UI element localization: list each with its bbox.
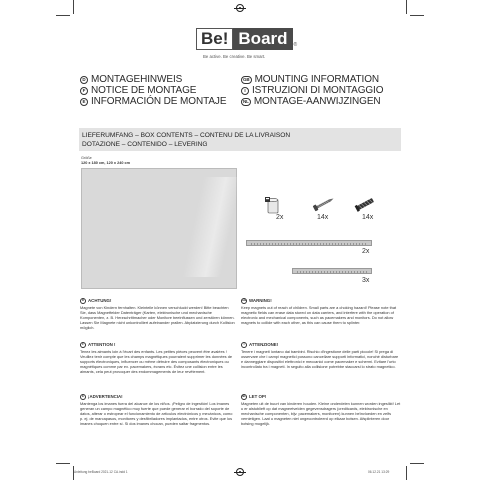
heading-gb — [241, 74, 383, 85]
warning-heading — [241, 394, 401, 400]
warning-section-de — [80, 298, 235, 331]
warning-body: Mantenga los imanes fuera del alcance de los niños. ¡Peligro de ingestión! Los imanes generan un campo magnético muy fuerte que puede generar el borrado del soporte de datos, alterar o estropear el funcionamiento de artículos electrónicos y mecánicos, como p. ej. de marcapasos, monitores y desfibriladores implantados, entre otros. Evite que los imanes choquen entre sí. Si dos imanes chocan, pueden saltar fragmentos. — [80, 400, 233, 427]
headings-left — [80, 74, 226, 108]
lang-badge: F — [80, 342, 86, 348]
lang-badge: I — [241, 87, 249, 95]
warning-section-fr — [80, 342, 235, 375]
mounting-strip-long — [246, 240, 372, 246]
heading-text: ISTRUZIONI DI MONTAGGIO — [252, 85, 384, 97]
warning-body: Keep magnets out of reach of children. Small parts are a choking hazard! Please note that magnetic fields can erase data stored on data carriers, and interfere with the operation of electronic and mechanical components, such as pacemakers and monitors. Do not allow magnets to collide with each other, as this can cause them to splinter. — [241, 304, 397, 326]
heading-text: INFORMACIÓN DE MONTAJE — [91, 96, 227, 108]
lang-badge: F — [80, 87, 88, 95]
registration-mark — [236, 468, 244, 476]
crop-mark — [410, 15, 424, 16]
lang-badge: D — [80, 76, 88, 84]
warning-section-nl — [241, 394, 401, 427]
lang-badge: GB — [243, 77, 250, 82]
brand-logo — [196, 28, 297, 50]
lang-badge: D — [81, 298, 85, 303]
heading-it — [241, 85, 383, 96]
warning-body: Magneten uit de buurt van kinderen houden. Kleine onderdelen kunnen worden ingeslikt! Let u er alstublieft op dat magneetvelden gegevensdragers (creditcards, elektronische en mechanische componenten, bijv. pacemakers, monitoren) kunnen beïnvloeden en zelfs vernietigen. Laat u magneten niet ongecontroleerd op elkaar botsen. Afsplinteren door botsing mogelijk. — [241, 400, 401, 427]
box-contents-band — [79, 128, 401, 151]
heading-text: NOTICE DE MONTAGE — [91, 85, 197, 97]
wall-plug-icon — [264, 196, 282, 214]
crop-mark — [56, 15, 70, 16]
heading-text: MOUNTING INFORMATION — [254, 74, 380, 85]
crop-mark — [56, 463, 70, 464]
crop-mark — [410, 463, 424, 464]
box-contents-line1: LIEFERUMFANG – BOX CONTENTS – CONTENU DE LA LIVRAISON — [82, 131, 291, 139]
heading-de — [80, 74, 226, 85]
warning-title: LET OP! — [249, 394, 267, 400]
warning-title: ACHTUNG! — [88, 298, 112, 304]
magnetic-board-illustration — [81, 168, 237, 289]
mounting-strip-long-quantity: 2x — [362, 248, 370, 255]
wall-anchor-quantity: 14x — [362, 214, 374, 221]
lang-badge: GB — [241, 298, 247, 303]
warning-heading — [80, 342, 235, 348]
warning-title: ¡ADVERTENCIA! — [88, 394, 123, 400]
registered-mark: ® — [293, 42, 298, 48]
crop-mark — [406, 0, 407, 14]
warning-heading — [241, 342, 401, 348]
warning-title: ATTENTION ! — [88, 342, 116, 348]
warning-heading — [80, 394, 235, 400]
lang-badge: E — [80, 98, 88, 106]
screw-quantity: 14x — [317, 214, 329, 221]
brand-tagline: Be active. Be creative. Be smart. — [203, 54, 266, 59]
screw-icon — [312, 196, 336, 212]
lang-badge: E — [82, 394, 85, 399]
heading-fr — [80, 85, 226, 96]
warning-title: WARNING! — [249, 298, 272, 304]
lang-badge: I — [241, 342, 247, 348]
warning-section-it — [241, 342, 401, 369]
mounting-strip-short-quantity: 3x — [362, 277, 370, 284]
wall-plug-quantity: 2x — [276, 214, 284, 221]
logo-part-be: Be! — [196, 28, 233, 50]
board-size-value: 120 x 180 cm, 120 x 240 cm — [81, 161, 130, 165]
heading-text: MONTAGEHINWEIS — [91, 74, 183, 85]
warning-body: Magnete von Kindern fernhalten. Kleinteile können verschluckt werden! Bitte beachten Sie, dass Magnetfelder Datenträger (Karten, elektronische und mechanische Komponenten, z. B. Herzschrittmacher oder Monitore beeinflussen und zerstören können. Lassen Sie Magnete nicht unkontrolliert aufeinander prallen. Abplatzierung durch Kollision möglich. — [80, 304, 235, 331]
warning-section-es — [80, 394, 235, 427]
board-highlight — [182, 177, 241, 277]
headings-right — [241, 74, 383, 108]
box-contents-line2: DOTAZIONE – CONTENIDO – LEVERING — [82, 140, 208, 148]
print-timestamp: 06.12.21 13:29 — [368, 470, 390, 474]
crop-mark — [73, 0, 74, 14]
mounting-strip-short — [292, 268, 372, 274]
registration-mark — [236, 4, 244, 12]
warning-heading — [80, 298, 235, 304]
board-size-label: Größe — [81, 156, 92, 160]
lang-badge: NL — [243, 99, 249, 105]
warning-title: ATTENZIONE! — [249, 342, 279, 348]
wall-anchor-icon — [354, 196, 378, 212]
heading-text: MONTAGE-AANWIJZINGEN — [253, 96, 381, 108]
heading-nl — [241, 96, 383, 107]
file-slug: Anleitung beBoard 2021-12 CA.indd 1 — [74, 470, 128, 474]
lang-badge: NL — [242, 394, 246, 399]
warning-section-gb — [241, 298, 401, 325]
heading-es — [80, 96, 226, 107]
warning-heading — [241, 298, 401, 304]
warning-body: Tenez les aimants loin à l'écart des enfants. Les petites pièces peuvent être avalées ! Veuillez tenir compte que les champs magnétiques pourraient supprimer les données de supports électroniques, influencer ou même détruire des composants électroniques ou magnétiques comme par ex. pacemakers, écrans etc. Évitez une collision entre les aimants, cela peut provoquer des endommagements de leur revêtement. — [80, 348, 233, 375]
logo-part-board: Board — [233, 28, 292, 50]
warning-body: Tenere i magneti lontano dai bambini. Rischio d'ingestione delle parti piccole! Si prega di osservare che i campi magnetici possono cancellare supporti informatici, nonché disturbare e danneggiare dispositivi elettronici e meccanici come pacemaker e schermi. Evitare l'urto incontrollato tra i magneti. In seguito alla collisione potrebbe staccarsi lo strato magnetico. — [241, 348, 399, 370]
crop-mark — [406, 466, 407, 480]
